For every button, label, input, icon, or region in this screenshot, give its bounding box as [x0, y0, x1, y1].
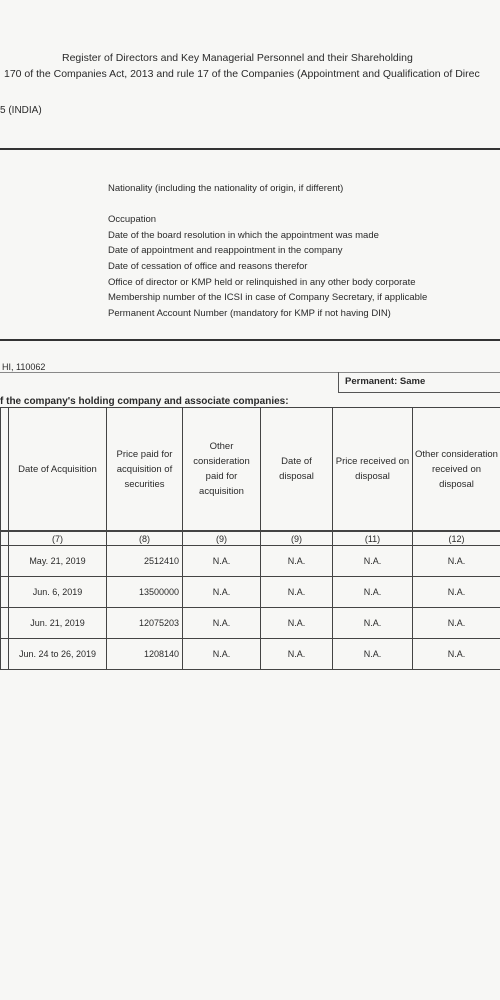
col-number: (9)	[183, 531, 261, 546]
company-location: 5 (INDIA)	[0, 105, 42, 116]
field-board-resolution-date: Date of the board resolution in which the appointment was made	[108, 229, 379, 241]
table-cell	[1, 577, 9, 608]
table-header-row	[1, 408, 500, 532]
acquisition-date-cell: May. 21, 2019	[9, 546, 107, 577]
price-paid-cell: 1208140	[107, 639, 183, 670]
field-pan: Permanent Account Number (mandatory for KMP if not having DIN)	[108, 307, 391, 319]
acquisition-date-cell: Jun. 21, 2019	[9, 608, 107, 639]
price-paid-cell: 13500000	[107, 577, 183, 608]
price-received-cell: N.A.	[333, 577, 413, 608]
other-consideration-paid-cell: N.A.	[183, 546, 261, 577]
col-number: (9)	[261, 531, 333, 546]
field-occupation: Occupation	[108, 214, 157, 226]
col-header-other-consideration-received: Other consideration received on disposal	[413, 408, 500, 532]
disposal-date-cell: N.A.	[261, 608, 333, 639]
col-header-blank	[1, 408, 9, 532]
price-paid-cell: 2512410	[107, 546, 183, 577]
field-other-office: Office of director or KMP held or relinquished in any other body corporate	[108, 276, 416, 288]
other-consideration-paid-cell: N.A.	[183, 639, 261, 670]
table-cell	[1, 639, 9, 670]
table-row	[1, 577, 500, 608]
present-address: HI, 110062	[2, 362, 46, 372]
col-number	[1, 531, 9, 546]
field-cessation-date: Date of cessation of office and reasons therefor	[108, 260, 308, 272]
disposal-date-cell: N.A.	[261, 546, 333, 577]
table-row	[1, 546, 500, 577]
field-icsi-membership: Membership number of the ICSI in case of Company Secretary, if applicable	[108, 292, 428, 304]
register-title: Register of Directors and Key Managerial Personnel and their Shareholding	[62, 52, 413, 64]
holding-companies-heading: f the company's holding company and associate companies:	[0, 396, 289, 407]
section-divider	[0, 339, 500, 341]
other-consideration-paid-cell: N.A.	[183, 577, 261, 608]
other-consideration-paid-cell: N.A.	[183, 608, 261, 639]
director-fields-list	[108, 181, 427, 321]
table-cell	[1, 546, 9, 577]
price-received-cell: N.A.	[333, 639, 413, 670]
table-cell	[1, 608, 9, 639]
col-number: (7)	[9, 531, 107, 546]
col-header-disposal-date: Date of disposal	[261, 408, 333, 532]
disposal-date-cell: N.A.	[261, 577, 333, 608]
permanent-address-box	[338, 372, 500, 393]
other-consideration-received-cell: N.A.	[413, 546, 500, 577]
col-header-price-paid: Price paid for acquisition of securities	[107, 408, 183, 532]
table-row	[1, 639, 500, 670]
column-number-row	[1, 531, 500, 546]
acquisition-date-cell: Jun. 24 to 26, 2019	[9, 639, 107, 670]
field-blank	[108, 197, 427, 213]
field-nationality: Nationality (including the nationality of origin, if different)	[108, 183, 344, 194]
other-consideration-received-cell: N.A.	[413, 608, 500, 639]
col-header-acquisition-date: Date of Acquisition	[9, 408, 107, 532]
securities-table	[0, 407, 500, 670]
price-received-cell: N.A.	[333, 608, 413, 639]
col-header-other-consideration-paid: Other consideration paid for acquisition	[183, 408, 261, 532]
disposal-date-cell: N.A.	[261, 639, 333, 670]
table-row	[1, 608, 500, 639]
col-header-price-received: Price received on disposal	[333, 408, 413, 532]
price-received-cell: N.A.	[333, 546, 413, 577]
field-appointment-date: Date of appointment and reappointment in the company	[108, 245, 343, 257]
col-number: (12)	[413, 531, 500, 546]
register-subtitle: 170 of the Companies Act, 2013 and rule 17 of the Companies (Appointment and Qualification of Direc	[4, 68, 480, 80]
permanent-address: Permanent: Same	[345, 376, 426, 387]
col-number: (11)	[333, 531, 413, 546]
other-consideration-received-cell: N.A.	[413, 577, 500, 608]
acquisition-date-cell: Jun. 6, 2019	[9, 577, 107, 608]
price-paid-cell: 12075203	[107, 608, 183, 639]
col-number: (8)	[107, 531, 183, 546]
other-consideration-received-cell: N.A.	[413, 639, 500, 670]
section-divider	[0, 148, 500, 150]
